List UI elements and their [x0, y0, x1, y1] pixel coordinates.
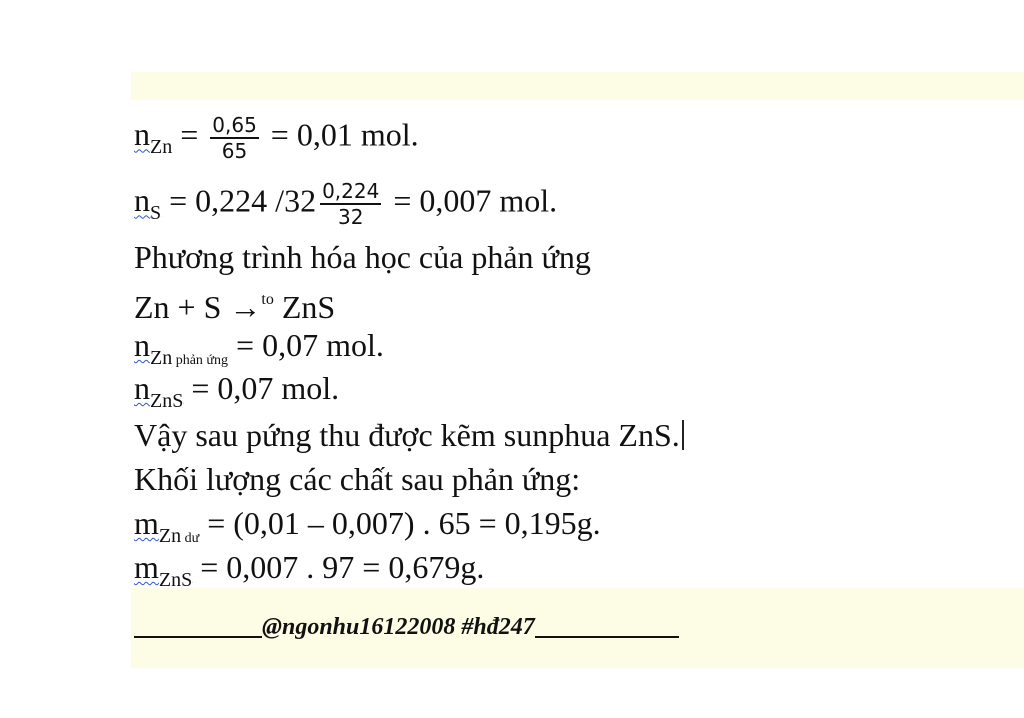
- symbol-m-zns: $m_{ZnS}$: [134, 549, 193, 591]
- line-conclusion[interactable]: Vậy sau pứng thu được kẽm sunphua ZnS.: [134, 415, 684, 455]
- line-n-zn: $n_{Zn}$ = $\frac{0,65}{65}$ = 0,01 mol.: [134, 113, 419, 163]
- footer-handle: @ngonhu16122008 #hđ247: [262, 614, 535, 640]
- line-n-zns: $n_{ZnS} = 0,07$ mol.: [134, 370, 340, 412]
- highlight-band-top: [131, 72, 1024, 100]
- fraction-zn: $\frac{0,65}{65}$: [212, 113, 257, 163]
- symbol-n-zn-reacted: $n_{Zn}$: [134, 327, 173, 369]
- line-mass-heading: Khối lượng các chất sau phản ứng:: [134, 461, 581, 497]
- line-m-zns: $m_{ZnS} = 0,007$ . 97 = 0,679g.: [134, 549, 485, 591]
- line-equation-heading: Phương trình hóa học của phản ứng: [134, 239, 591, 275]
- line-reaction: Zn + S →$^{to}$ ZnS: [134, 289, 336, 325]
- line-n-s: $n_S = 0,224$ /32 $\frac{0,224}{32}$ = 0,007 mol.: [134, 179, 558, 229]
- footer-rule-right: [535, 636, 679, 638]
- fraction-s: $\frac{0,224}{32}$: [322, 179, 380, 229]
- symbol-m-zn-excess: $m_{Zn}$: [134, 505, 182, 547]
- symbol-n-zns: $n_{ZnS}$: [134, 370, 184, 412]
- text-cursor: [682, 420, 684, 450]
- symbol-n-zn: $n_{Zn}$: [134, 116, 173, 159]
- footer-rule-left: [134, 636, 262, 638]
- line-n-zn-reacted: $n_{Zn}$ $_{phản ứng}$ = 0,07 mol.: [134, 327, 384, 369]
- footer-signature: [134, 614, 679, 641]
- symbol-n-s: $n_S$: [134, 182, 162, 225]
- line-m-zn-excess: $m_{Zn}$ $_{dư}$ = (0,01 – 0,007) . 65 = 0,195g.: [134, 505, 601, 547]
